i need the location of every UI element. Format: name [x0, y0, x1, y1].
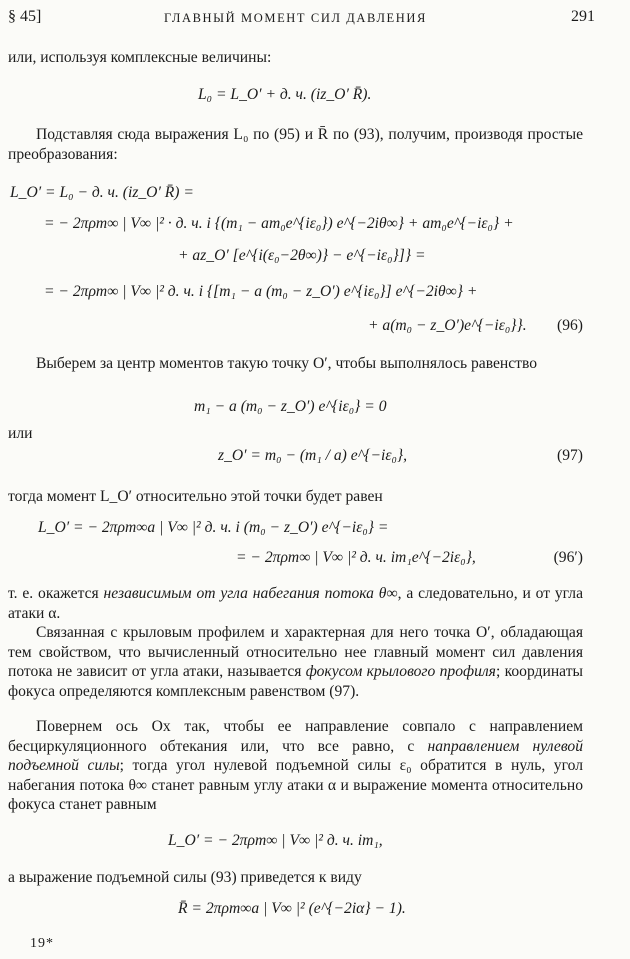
emphasized-term: фокусом крылового профиля [305, 663, 496, 681]
text-run: ; тогда угол нулевой подъемной силы ε₀ обратится в нуль, угол набегания потока θ∞ станет равным углу атаки α и выражение момента относительно фокуса станет равным [8, 757, 583, 814]
equation-number-97: (97) [557, 447, 583, 464]
equation-2-line-3: + az_O′ [e^{i(ε₀−2θ∞)} − e^{−iε₀}]} = [178, 247, 426, 264]
equation-6: L_O′ = − 2πρm∞ | V∞ |² д. ч. im₁, [168, 832, 383, 849]
intro-line: или, используя комплексные величины: [8, 49, 272, 66]
paragraph-focus [8, 623, 583, 701]
paragraph-rotate-axis [8, 717, 583, 815]
equation-2-line-1: L_O′ = L₀ − д. ч. (iz_O′ R̄) = [10, 184, 194, 201]
equation-2-line-2: = − 2πρm∞ | V∞ |² · д. ч. i {(m₁ − am₀e^{iε₀}) e^{−2iθ∞} + am₀e^{−iε₀} + [44, 215, 514, 232]
page-number: 291 [571, 8, 595, 25]
paragraph-substitution: Подставляя сюда выражения L₀ по (95) и R̄ по (93), получим, производя простые преобразования: [8, 126, 583, 163]
equation-number-96-prime: (96′) [553, 549, 583, 566]
text-run: , а следовательно, и от угла атаки α. [8, 585, 583, 622]
equation-7: R̄ = 2πρm∞a | V∞ |² (e^{−2iα} − 1). [178, 900, 406, 917]
equation-2-line-5: + a(m₀ − z_O′)e^{−iε₀}}. [368, 317, 527, 334]
text-run: Связанная с крыловым профилем и характерная для него точка O′, обладающая тем свойством, что вычисленный относительно нее главный момент сил давления потока не зависит от угла атаки, называется [8, 624, 583, 681]
emphasized-term: независимым от угла набегания потока θ∞ [103, 585, 398, 602]
equation-number-96: (96) [557, 317, 583, 334]
equation-5-line-1: L_O′ = − 2πρm∞a | V∞ |² д. ч. i (m₀ − z_O′) e^{−iε₀} = [38, 519, 389, 536]
book-page [8, 0, 595, 959]
equation-4: z_O′ = m₀ − (m₁ / a) e^{−iε₀}, [218, 447, 408, 464]
equation-2-line-4: = − 2πρm∞ | V∞ |² д. ч. i {[m₁ − a (m₀ − z_O′) e^{iε₀}] e^{−2iθ∞} + [44, 283, 478, 300]
paragraph-lift: а выражение подъемной силы (93) приведется к виду [8, 869, 362, 886]
section-number: § 45] [8, 8, 42, 25]
equation-1: L₀ = L_O′ + д. ч. (iz_O′ R̄). [198, 86, 372, 103]
equation-5-line-2: = − 2πρm∞ | V∞ |² д. ч. im₁e^{−2iε₀}, [236, 549, 476, 566]
paragraph-independent [8, 584, 583, 623]
text-run: Повернем ось Ox так, чтобы ее направление совпало с направлением бесциркуляционного обтекания или, что все равно, с [8, 718, 583, 755]
signature-mark: 19* [30, 936, 54, 951]
equation-3: m₁ − a (m₀ − z_O′) e^{iε₀} = 0 [194, 398, 387, 415]
paragraph-moment: тогда момент L_O′ относительно этой точки будет равен [8, 488, 383, 505]
emphasized-term: направлением нулевой подъемной силы [8, 737, 583, 775]
running-title: ГЛАВНЫЙ МОМЕНТ СИЛ ДАВЛЕНИЯ [164, 11, 427, 25]
text-run: т. е. окажется [8, 585, 104, 602]
word-or: или [8, 425, 33, 442]
paragraph-choose-center: Выберем за центр моментов такую точку O′, чтобы выполнялось равенство [36, 355, 538, 372]
text-run: ; координаты фокуса определяются комплексным равенством (97). [8, 663, 583, 700]
